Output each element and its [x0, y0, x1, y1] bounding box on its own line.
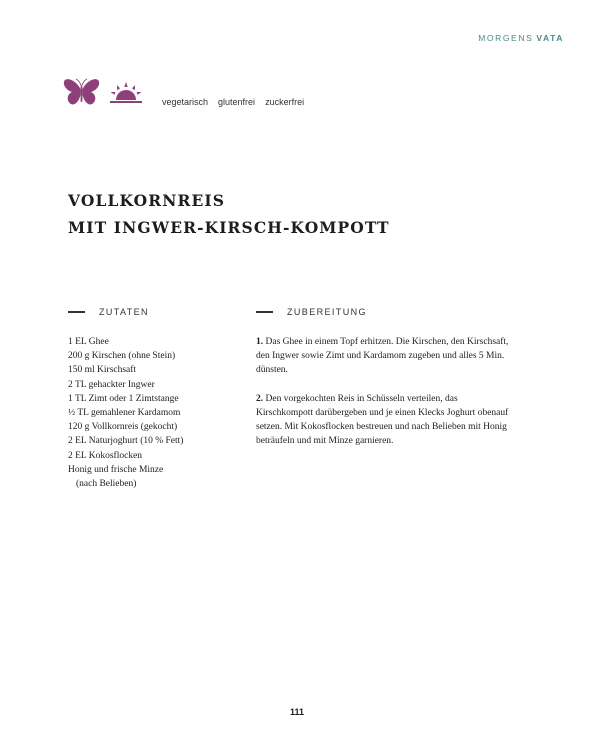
sunrise-icon — [109, 82, 143, 104]
ingredient-item: 150 ml Kirschsaft — [68, 365, 137, 376]
preparation-heading — [256, 307, 367, 317]
diet-icons — [63, 77, 143, 107]
step-text: Den vorgekochten Reis in Schüsseln verteilen, das Kirschkompott darübergeben und je einen Klecks Joghurt obenauf setzen. Mit Kokosflocken bestreuen und nach Belieben mit Honig beträufeln und mit Minze garnieren. — [256, 393, 509, 447]
heading-rule — [256, 311, 273, 313]
ingredients-heading-label: ZUTATEN — [99, 307, 149, 317]
ingredient-item: 2 TL gehackter Ingwer — [68, 379, 155, 390]
butterfly-icon — [63, 77, 100, 107]
ingredient-list — [68, 335, 243, 491]
header-dosha: VATA — [536, 33, 564, 43]
preparation-heading-label: ZUBEREITUNG — [287, 307, 367, 317]
ingredient-item: 1 TL Zimt oder 1 Zimtstange — [68, 393, 179, 404]
step-text: Das Ghee in einem Topf erhitzen. Die Kirschen, den Kirschsaft, den Ingwer sowie Zimt und Kardamom zugeben und alles 5 Min. dünsten. — [256, 337, 509, 376]
ingredient-item: 120 g Vollkornreis (gekocht) — [68, 422, 178, 433]
step-1 — [256, 335, 516, 378]
running-header — [478, 33, 564, 43]
ingredient-item: 2 EL Kokosflocken — [68, 450, 143, 461]
diet-tags — [162, 97, 304, 107]
step-number: 1. — [256, 337, 264, 347]
tag-sugar-free: zuckerfrei — [265, 97, 305, 107]
header-section: MORGENS — [478, 33, 534, 43]
step-2 — [256, 392, 516, 449]
tag-vegetarian: vegetarisch — [162, 97, 209, 107]
ingredients-heading — [68, 307, 149, 317]
ingredient-item: ½ TL gemahlener Kardamom — [68, 408, 181, 419]
tag-gluten-free: glutenfrei — [218, 97, 256, 107]
preparation-steps — [256, 335, 516, 462]
heading-rule — [68, 311, 85, 313]
ingredient-item: 1 EL Ghee — [68, 337, 109, 347]
step-number: 2. — [256, 393, 264, 404]
page-number: 111 — [289, 707, 305, 717]
ingredient-item: 2 EL Naturjoghurt (10 % Fett) — [68, 436, 184, 447]
recipe-title — [68, 187, 390, 241]
title-line-1: VOLLKORNREIS — [68, 191, 225, 210]
ingredient-item: Honig und frische Minze — [68, 464, 164, 475]
ingredient-item: (nach Belieben) — [76, 479, 137, 490]
title-line-2: MIT INGWER-KIRSCH-KOMPOTT — [68, 218, 390, 237]
ingredient-item: 200 g Kirschen (ohne Stein) — [68, 351, 176, 362]
